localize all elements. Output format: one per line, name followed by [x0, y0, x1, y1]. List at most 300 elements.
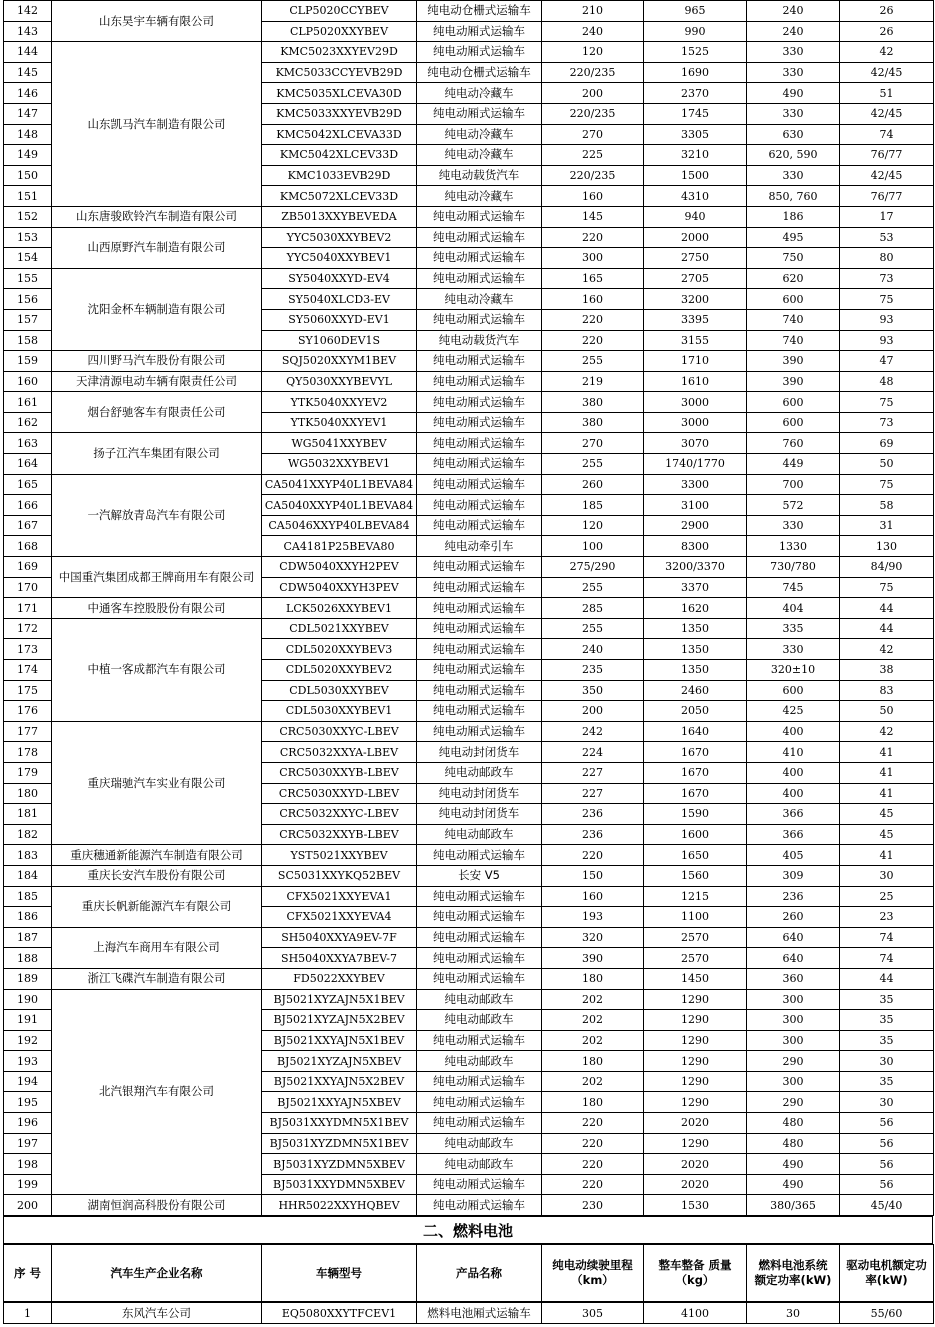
- row-range: 235: [542, 660, 644, 681]
- row-mass: 1100: [644, 907, 747, 928]
- row-model: KMC5042XLCEVA33D: [262, 124, 417, 145]
- row-battery: 760: [747, 433, 840, 454]
- row-range: 220/235: [542, 62, 644, 83]
- fc-motor: 55/60: [840, 1303, 934, 1324]
- row-product: 纯电动厢式运输车: [417, 268, 542, 289]
- row-mass: 2900: [644, 515, 747, 536]
- row-motor: 35: [840, 1071, 934, 1092]
- row-battery: 240: [747, 1, 840, 22]
- row-motor: 31: [840, 515, 934, 536]
- row-index: 177: [4, 721, 52, 742]
- row-range: 255: [542, 577, 644, 598]
- row-battery: 700: [747, 474, 840, 495]
- row-range: 227: [542, 783, 644, 804]
- row-mass: 3000: [644, 412, 747, 433]
- row-battery: 300: [747, 989, 840, 1010]
- row-motor: 35: [840, 1030, 934, 1051]
- row-mass: 1690: [644, 62, 747, 83]
- row-motor: 41: [840, 783, 934, 804]
- table-row: [4, 268, 934, 289]
- row-model: CDW5040XXYH3PEV: [262, 577, 417, 598]
- row-model: CDL5030XXYBEV: [262, 680, 417, 701]
- row-battery: 572: [747, 495, 840, 516]
- row-motor: 30: [840, 1092, 934, 1113]
- row-product: 纯电动厢式运输车: [417, 845, 542, 866]
- row-battery: 640: [747, 948, 840, 969]
- section-title: 二、燃料电池: [4, 1217, 933, 1244]
- table-row: [4, 886, 934, 907]
- row-index: 198: [4, 1154, 52, 1175]
- row-mass: 3155: [644, 330, 747, 351]
- row-product: 纯电动厢式运输车: [417, 907, 542, 928]
- row-motor: 130: [840, 536, 934, 557]
- row-range: 220: [542, 330, 644, 351]
- row-product: 纯电动厢式运输车: [417, 21, 542, 42]
- row-index: 167: [4, 515, 52, 536]
- row-product: 纯电动邮政车: [417, 762, 542, 783]
- row-motor: 42/45: [840, 62, 934, 83]
- row-range: 242: [542, 721, 644, 742]
- row-product: 纯电动厢式运输车: [417, 474, 542, 495]
- row-motor: 75: [840, 289, 934, 310]
- row-mass: 1650: [644, 845, 747, 866]
- header-row: [4, 1245, 934, 1302]
- row-mass: 990: [644, 21, 747, 42]
- row-model: CFX5021XXYEVA1: [262, 886, 417, 907]
- row-motor: 42: [840, 721, 934, 742]
- row-mass: 1215: [644, 886, 747, 907]
- row-index: 146: [4, 83, 52, 104]
- fc-range: 305: [542, 1303, 644, 1324]
- row-index: 176: [4, 701, 52, 722]
- row-model: BJ5021XXYAJN5X1BEV: [262, 1030, 417, 1051]
- row-battery: 404: [747, 598, 840, 619]
- row-model: BJ5021XXYAJN5X2BEV: [262, 1071, 417, 1092]
- row-index: 181: [4, 804, 52, 825]
- row-index: 142: [4, 1, 52, 22]
- row-range: 200: [542, 83, 644, 104]
- row-product: 纯电动厢式运输车: [417, 103, 542, 124]
- row-motor: 73: [840, 268, 934, 289]
- row-battery: 320±10: [747, 660, 840, 681]
- row-battery: 620, 590: [747, 145, 840, 166]
- row-motor: 93: [840, 309, 934, 330]
- row-index: 170: [4, 577, 52, 598]
- row-battery: 330: [747, 639, 840, 660]
- row-product: 纯电动厢式运输车: [417, 433, 542, 454]
- row-product: 纯电动厢式运输车: [417, 1071, 542, 1092]
- row-product: 纯电动封闭货车: [417, 783, 542, 804]
- company-name: 山西原野汽车制造有限公司: [52, 227, 262, 268]
- row-model: CFX5021XXYEVA4: [262, 907, 417, 928]
- row-product: 纯电动邮政车: [417, 1010, 542, 1031]
- fc-power: 30: [747, 1303, 840, 1324]
- company-name: 一汽解放青岛汽车有限公司: [52, 474, 262, 556]
- row-range: 145: [542, 206, 644, 227]
- company-name: 上海汽车商用车有限公司: [52, 927, 262, 968]
- row-mass: 1600: [644, 824, 747, 845]
- row-product: 纯电动厢式运输车: [417, 639, 542, 660]
- row-model: SY5060XXYD-EV1: [262, 309, 417, 330]
- row-index: 184: [4, 865, 52, 886]
- row-range: 230: [542, 1195, 644, 1216]
- row-range: 193: [542, 907, 644, 928]
- row-motor: 75: [840, 474, 934, 495]
- row-motor: 44: [840, 968, 934, 989]
- company-name: 北汽银翔汽车有限公司: [52, 989, 262, 1195]
- row-motor: 93: [840, 330, 934, 351]
- row-mass: 1740/1770: [644, 454, 747, 475]
- table-row: [4, 618, 934, 639]
- row-model: KMC5042XLCEV33D: [262, 145, 417, 166]
- row-product: 纯电动仓栅式运输车: [417, 1, 542, 22]
- row-mass: 1450: [644, 968, 747, 989]
- row-motor: 41: [840, 762, 934, 783]
- row-index: 162: [4, 412, 52, 433]
- fuel-cell-header-table: [3, 1244, 934, 1302]
- table-row: [4, 968, 934, 989]
- fc-index: 1: [4, 1303, 52, 1324]
- company-name: 重庆长安汽车股份有限公司: [52, 865, 262, 886]
- row-range: 220: [542, 1133, 644, 1154]
- row-index: 200: [4, 1195, 52, 1216]
- row-product: 纯电动厢式运输车: [417, 680, 542, 701]
- row-index: 148: [4, 124, 52, 145]
- row-range: 180: [542, 1092, 644, 1113]
- row-model: CRC5030XXYD-LBEV: [262, 783, 417, 804]
- row-product: 纯电动厢式运输车: [417, 371, 542, 392]
- row-product: 纯电动厢式运输车: [417, 1030, 542, 1051]
- row-mass: 3395: [644, 309, 747, 330]
- row-motor: 17: [840, 206, 934, 227]
- row-model: CDL5030XXYBEV1: [262, 701, 417, 722]
- row-motor: 44: [840, 598, 934, 619]
- row-model: YYC5030XXYBEV2: [262, 227, 417, 248]
- row-motor: 42/45: [840, 165, 934, 186]
- company-name: 中国重汽集团成都王牌商用车有限公司: [52, 557, 262, 598]
- row-product: 纯电动厢式运输车: [417, 1113, 542, 1134]
- row-index: 183: [4, 845, 52, 866]
- row-index: 174: [4, 660, 52, 681]
- row-mass: 1290: [644, 989, 747, 1010]
- row-product: 纯电动载货汽车: [417, 330, 542, 351]
- row-battery: 390: [747, 351, 840, 372]
- row-product: 纯电动厢式运输车: [417, 577, 542, 598]
- row-model: ZB5013XXYBEVEDA: [262, 206, 417, 227]
- row-index: 160: [4, 371, 52, 392]
- table-row: [4, 474, 934, 495]
- row-product: 纯电动冷藏车: [417, 83, 542, 104]
- row-motor: 42: [840, 42, 934, 63]
- table-row: [4, 1, 934, 22]
- table-row: [4, 598, 934, 619]
- row-range: 270: [542, 124, 644, 145]
- row-range: 200: [542, 701, 644, 722]
- row-model: CRC5030XXYB-LBEV: [262, 762, 417, 783]
- row-mass: 1525: [644, 42, 747, 63]
- row-mass: 1640: [644, 721, 747, 742]
- row-battery: 495: [747, 227, 840, 248]
- row-index: 178: [4, 742, 52, 763]
- row-motor: 74: [840, 927, 934, 948]
- row-range: 236: [542, 804, 644, 825]
- company-name: 山东凯马汽车制造有限公司: [52, 42, 262, 207]
- row-motor: 73: [840, 412, 934, 433]
- row-product: 纯电动厢式运输车: [417, 227, 542, 248]
- row-motor: 83: [840, 680, 934, 701]
- row-range: 210: [542, 1, 644, 22]
- row-range: 150: [542, 865, 644, 886]
- row-motor: 56: [840, 1174, 934, 1195]
- row-battery: 330: [747, 515, 840, 536]
- row-model: HHR5022XXYHQBEV: [262, 1195, 417, 1216]
- row-mass: 1610: [644, 371, 747, 392]
- table-row: [4, 989, 934, 1010]
- row-battery: 300: [747, 1010, 840, 1031]
- row-product: 纯电动冷藏车: [417, 289, 542, 310]
- row-range: 236: [542, 824, 644, 845]
- row-motor: 23: [840, 907, 934, 928]
- table-row: [4, 392, 934, 413]
- row-range: 202: [542, 1010, 644, 1031]
- row-battery: 425: [747, 701, 840, 722]
- row-range: 220: [542, 309, 644, 330]
- row-mass: 1350: [644, 660, 747, 681]
- row-motor: 45/40: [840, 1195, 934, 1216]
- row-motor: 42/45: [840, 103, 934, 124]
- row-motor: 75: [840, 392, 934, 413]
- row-product: 纯电动厢式运输车: [417, 515, 542, 536]
- row-battery: 745: [747, 577, 840, 598]
- row-mass: 1500: [644, 165, 747, 186]
- row-mass: 1290: [644, 1092, 747, 1113]
- row-product: 纯电动冷藏车: [417, 124, 542, 145]
- row-motor: 69: [840, 433, 934, 454]
- row-motor: 35: [840, 989, 934, 1010]
- row-range: 220: [542, 845, 644, 866]
- row-motor: 75: [840, 577, 934, 598]
- table-row: [4, 557, 934, 578]
- row-motor: 41: [840, 742, 934, 763]
- row-index: 186: [4, 907, 52, 928]
- row-motor: 56: [840, 1133, 934, 1154]
- header-company: 汽车生产企业名称: [52, 1245, 262, 1302]
- row-index: 191: [4, 1010, 52, 1031]
- row-model: BJ5021XYZAJN5X1BEV: [262, 989, 417, 1010]
- row-battery: 390: [747, 371, 840, 392]
- header-mass: 整车整备 质量（kg）: [644, 1245, 747, 1302]
- row-range: 225: [542, 145, 644, 166]
- row-mass: 2705: [644, 268, 747, 289]
- row-product: 纯电动厢式运输车: [417, 701, 542, 722]
- row-motor: 35: [840, 1010, 934, 1031]
- row-motor: 56: [840, 1154, 934, 1175]
- row-battery: 309: [747, 865, 840, 886]
- row-range: 255: [542, 351, 644, 372]
- row-index: 151: [4, 186, 52, 207]
- row-mass: 3300: [644, 474, 747, 495]
- row-battery: 186: [747, 206, 840, 227]
- row-range: 390: [542, 948, 644, 969]
- row-motor: 38: [840, 660, 934, 681]
- row-battery: 366: [747, 824, 840, 845]
- row-mass: 1670: [644, 762, 747, 783]
- row-battery: 449: [747, 454, 840, 475]
- row-motor: 50: [840, 701, 934, 722]
- row-index: 190: [4, 989, 52, 1010]
- row-battery: 405: [747, 845, 840, 866]
- row-product: 纯电动封闭货车: [417, 804, 542, 825]
- row-mass: 2020: [644, 1113, 747, 1134]
- row-index: 189: [4, 968, 52, 989]
- row-model: CDL5020XXYBEV2: [262, 660, 417, 681]
- row-index: 199: [4, 1174, 52, 1195]
- company-name: 重庆长帆新能源汽车有限公司: [52, 886, 262, 927]
- row-battery: 330: [747, 165, 840, 186]
- company-name: 中植一客成都汽车有限公司: [52, 618, 262, 721]
- row-range: 120: [542, 515, 644, 536]
- row-mass: 3000: [644, 392, 747, 413]
- row-battery: 300: [747, 1071, 840, 1092]
- row-model: WG5032XXYBEV1: [262, 454, 417, 475]
- row-range: 160: [542, 186, 644, 207]
- row-index: 145: [4, 62, 52, 83]
- row-model: KMC5023XXYEV29D: [262, 42, 417, 63]
- row-range: 320: [542, 927, 644, 948]
- header-fc-power: 燃料电池系统额定功率(kW): [747, 1245, 840, 1302]
- row-mass: 1290: [644, 1030, 747, 1051]
- row-index: 196: [4, 1113, 52, 1134]
- row-battery: 600: [747, 289, 840, 310]
- row-mass: 1350: [644, 639, 747, 660]
- row-mass: 3200/3370: [644, 557, 747, 578]
- table-row: [4, 927, 934, 948]
- row-product: 纯电动厢式运输车: [417, 454, 542, 475]
- row-motor: 30: [840, 1051, 934, 1072]
- row-product: 纯电动厢式运输车: [417, 206, 542, 227]
- row-index: 171: [4, 598, 52, 619]
- header-index: 序 号: [4, 1245, 52, 1302]
- row-product: 纯电动厢式运输车: [417, 968, 542, 989]
- row-product: 纯电动厢式运输车: [417, 309, 542, 330]
- row-model: YST5021XXYBEV: [262, 845, 417, 866]
- row-index: 195: [4, 1092, 52, 1113]
- row-product: 纯电动厢式运输车: [417, 412, 542, 433]
- row-mass: 2020: [644, 1154, 747, 1175]
- row-range: 350: [542, 680, 644, 701]
- row-model: BJ5021XYZAJN5X2BEV: [262, 1010, 417, 1031]
- row-range: 270: [542, 433, 644, 454]
- section-heading-table: [3, 1216, 933, 1244]
- table-row: [4, 227, 934, 248]
- row-index: 143: [4, 21, 52, 42]
- table-row: [4, 42, 934, 63]
- table-row: [4, 721, 934, 742]
- row-index: 152: [4, 206, 52, 227]
- row-motor: 53: [840, 227, 934, 248]
- row-mass: 4310: [644, 186, 747, 207]
- row-mass: 1670: [644, 783, 747, 804]
- table-row: [4, 371, 934, 392]
- row-model: YTK5040XXYEV1: [262, 412, 417, 433]
- row-range: 220/235: [542, 165, 644, 186]
- row-battery: 290: [747, 1051, 840, 1072]
- row-model: CLP5020XXYBEV: [262, 21, 417, 42]
- row-mass: 1290: [644, 1051, 747, 1072]
- row-motor: 76/77: [840, 186, 934, 207]
- row-mass: 8300: [644, 536, 747, 557]
- row-battery: 640: [747, 927, 840, 948]
- row-model: CLP5020CCYBEV: [262, 1, 417, 22]
- row-mass: 3100: [644, 495, 747, 516]
- row-model: BJ5031XXYDMN5XBEV: [262, 1174, 417, 1195]
- table-row: [4, 206, 934, 227]
- row-range: 300: [542, 248, 644, 269]
- row-model: KMC5035XLCEVA30D: [262, 83, 417, 104]
- row-index: 192: [4, 1030, 52, 1051]
- row-index: 153: [4, 227, 52, 248]
- fc-mass: 4100: [644, 1303, 747, 1324]
- row-model: BJ5031XYZDMN5XBEV: [262, 1154, 417, 1175]
- row-range: 220: [542, 227, 644, 248]
- row-mass: 1670: [644, 742, 747, 763]
- row-motor: 80: [840, 248, 934, 269]
- row-index: 175: [4, 680, 52, 701]
- row-battery: 400: [747, 783, 840, 804]
- row-product: 纯电动邮政车: [417, 1154, 542, 1175]
- row-battery: 240: [747, 21, 840, 42]
- row-battery: 236: [747, 886, 840, 907]
- row-battery: 600: [747, 680, 840, 701]
- row-mass: 1560: [644, 865, 747, 886]
- fc-product: 燃料电池厢式运输车: [417, 1303, 542, 1324]
- row-range: 255: [542, 618, 644, 639]
- table-row: [4, 351, 934, 372]
- row-product: 纯电动厢式运输车: [417, 721, 542, 742]
- row-model: SY5040XLCD3-EV: [262, 289, 417, 310]
- row-product: 纯电动厢式运输车: [417, 42, 542, 63]
- row-product: 纯电动冷藏车: [417, 145, 542, 166]
- row-range: 220: [542, 1113, 644, 1134]
- row-index: 158: [4, 330, 52, 351]
- row-index: 169: [4, 557, 52, 578]
- row-product: 纯电动厢式运输车: [417, 495, 542, 516]
- row-index: 187: [4, 927, 52, 948]
- row-battery: 620: [747, 268, 840, 289]
- row-product: 纯电动厢式运输车: [417, 1174, 542, 1195]
- row-index: 154: [4, 248, 52, 269]
- row-battery: 330: [747, 62, 840, 83]
- row-mass: 1745: [644, 103, 747, 124]
- row-mass: 2370: [644, 83, 747, 104]
- row-battery: 400: [747, 762, 840, 783]
- row-model: SQJ5020XXYM1BEV: [262, 351, 417, 372]
- row-product: 纯电动邮政车: [417, 1133, 542, 1154]
- row-range: 255: [542, 454, 644, 475]
- row-model: CDL5020XXYBEV3: [262, 639, 417, 660]
- row-model: SC5031XXYKQ52BEV: [262, 865, 417, 886]
- company-name: 浙江飞碟汽车制造有限公司: [52, 968, 262, 989]
- row-index: 182: [4, 824, 52, 845]
- header-range: 纯电动续驶里程（km）: [542, 1245, 644, 1302]
- row-motor: 84/90: [840, 557, 934, 578]
- row-model: BJ5021XXYAJN5XBEV: [262, 1092, 417, 1113]
- row-range: 227: [542, 762, 644, 783]
- row-index: 197: [4, 1133, 52, 1154]
- row-model: SH5040XXYA7BEV-7: [262, 948, 417, 969]
- row-range: 160: [542, 886, 644, 907]
- row-index: 150: [4, 165, 52, 186]
